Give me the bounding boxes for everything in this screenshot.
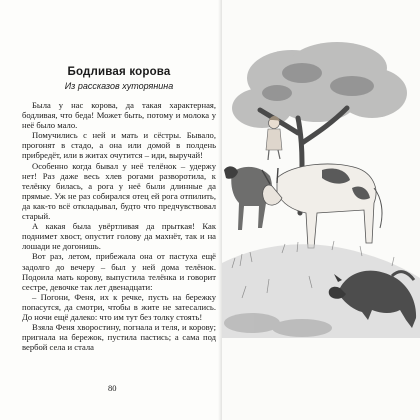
story-subtitle: Из рассказов хуторянина bbox=[64, 81, 174, 91]
paragraph: Помучились с ней и мать и сёстры. Бывало, прогонят в стадо, а она или домой в полдень прибредёт, или в житах очутится – иди, выручай! bbox=[22, 130, 216, 161]
paragraph: Особенно когда бывал у неё телёнок – удержу нет! Раз даже весь хлев рогами разворотила, к телёнку билась, а рога у неё были длинные да прямые. Уж не раз собирался отец ей рога отпилить, да как-то всё откладывал, будто что предчувствовал старый. bbox=[22, 160, 216, 222]
story-title: Бодливая корова bbox=[67, 66, 171, 78]
story-body bbox=[22, 100, 216, 352]
story-illustration bbox=[222, 38, 420, 338]
paragraph: А какая была увёртливая да прыткая! Как поднимет хвост, опустит голову да махнёт, так и на лошади не догонишь. bbox=[22, 221, 216, 252]
paragraph: Была у нас корова, да такая характерная, бодливая, что беда! Может быть, потому и молока у неё было мало. bbox=[22, 100, 216, 131]
paragraph: Вот раз, летом, прибежала она от пастуха ещё задолго до вечеру – был у ней дома телёнок. Подоила мать корову, выпустила телёнка и говорит сестре, девочке так лет двенадцати: bbox=[22, 251, 216, 292]
page-number: 80 bbox=[108, 383, 117, 393]
right-page bbox=[222, 0, 420, 420]
paragraph: Взяла Феня хворостину, погнала и теля, и корову; пригнала на бережок, пустила пастись; а сама под вербой села и стала bbox=[22, 322, 216, 353]
paragraph: – Погони, Феня, их к речке, пусть на бережку попасутся, да смотри, чтобы в жите не затесались. До ночи ещё далеко: что им тут без толку стоять! bbox=[22, 291, 216, 322]
